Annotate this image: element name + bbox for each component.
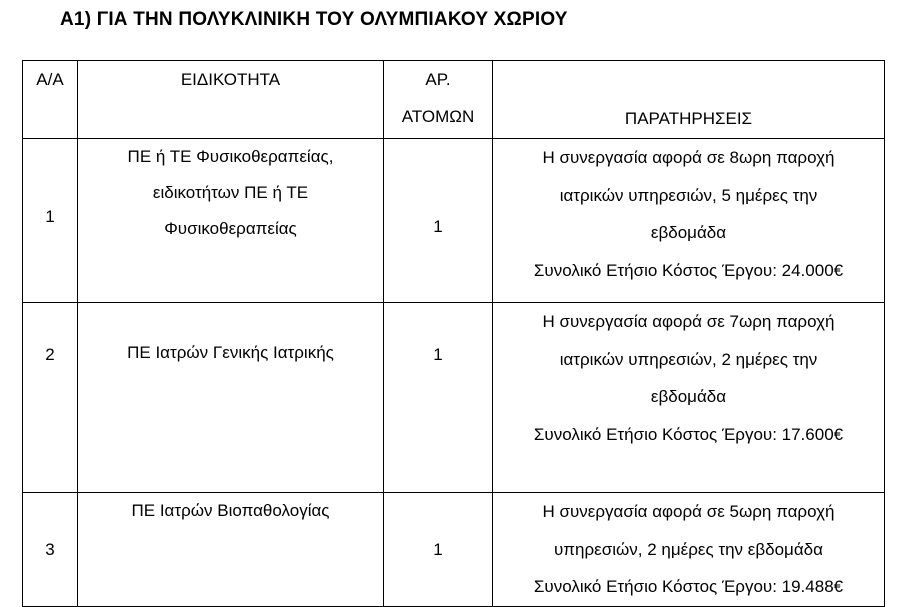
table-row [23, 139, 885, 303]
remarks-line: Η συνεργασία αφορά σε 7ωρη παροχή [542, 312, 835, 331]
remarks-cost-line: Συνολικό Ετήσιο Κόστος Έργου: 24.000€ [533, 260, 844, 280]
header-person-count [384, 61, 493, 139]
specialty-line: ΠΕ Ιατρών Βιοπαθολογίας [131, 501, 330, 520]
remarks-line: εβδομάδα [650, 223, 727, 242]
header-serial-number: Α/Α [23, 61, 78, 139]
table-header-row [23, 61, 885, 139]
remarks-line: ιατρικών υπηρεσιών, 5 ημέρες την [559, 185, 818, 205]
row-number: 1 [23, 139, 78, 303]
header-specialty: ΕΙΔΙΚΟΤΗΤΑ [78, 61, 384, 139]
remarks-line: Η συνεργασία αφορά σε 8ωρη παροχή [542, 148, 835, 167]
row-remarks [493, 303, 885, 493]
row-specialty [78, 303, 384, 493]
row-specialty [78, 493, 384, 607]
remarks-cost-line: Συνολικό Ετήσιο Κόστος Έργου: 19.488€ [533, 577, 844, 596]
staffing-table [22, 60, 885, 607]
specialty-line: ειδικοτήτων ΠΕ ή ΤΕ [152, 183, 309, 202]
table-row [23, 493, 885, 607]
row-remarks [493, 493, 885, 607]
remarks-line: εβδομάδα [650, 387, 727, 406]
row-number: 3 [23, 493, 78, 607]
remarks-line: Η συνεργασία αφορά σε 5ωρη παροχή [542, 502, 835, 521]
table-row [23, 303, 885, 493]
specialty-line: ΠΕ Ιατρών Γενικής Ιατρικής [127, 343, 334, 362]
row-number: 2 [23, 303, 78, 493]
row-remarks [493, 139, 885, 303]
row-person-count: 1 [384, 303, 493, 493]
specialty-line: Φυσικοθεραπείας [164, 219, 297, 238]
specialty-line: ΠΕ ή ΤΕ Φυσικοθεραπείας, [127, 147, 334, 166]
header-remarks: ΠΑΡΑΤΗΡΗΣΕΙΣ [493, 61, 885, 139]
remarks-line: ιατρικών υπηρεσιών, 2 ημέρες την [559, 349, 818, 369]
header-count-line-1: ΑΡ. [425, 70, 451, 89]
page-title: Α1) ΓΙΑ ΤΗΝ ΠΟΛΥΚΛΙΝΙΚΗ ΤΟΥ ΟΛΥΜΠΙΑΚΟΥ ΧΩΡΙΟΥ [60, 9, 568, 30]
row-person-count: 1 [384, 493, 493, 607]
row-person-count: 1 [384, 139, 493, 303]
header-count-line-2: ΑΤΟΜΩΝ [401, 107, 475, 126]
remarks-cost-line: Συνολικό Ετήσιο Κόστος Έργου: 17.600€ [533, 424, 844, 444]
remarks-line: υπηρεσιών, 2 ημέρες την εβδομάδα [554, 539, 823, 559]
row-specialty [78, 139, 384, 303]
